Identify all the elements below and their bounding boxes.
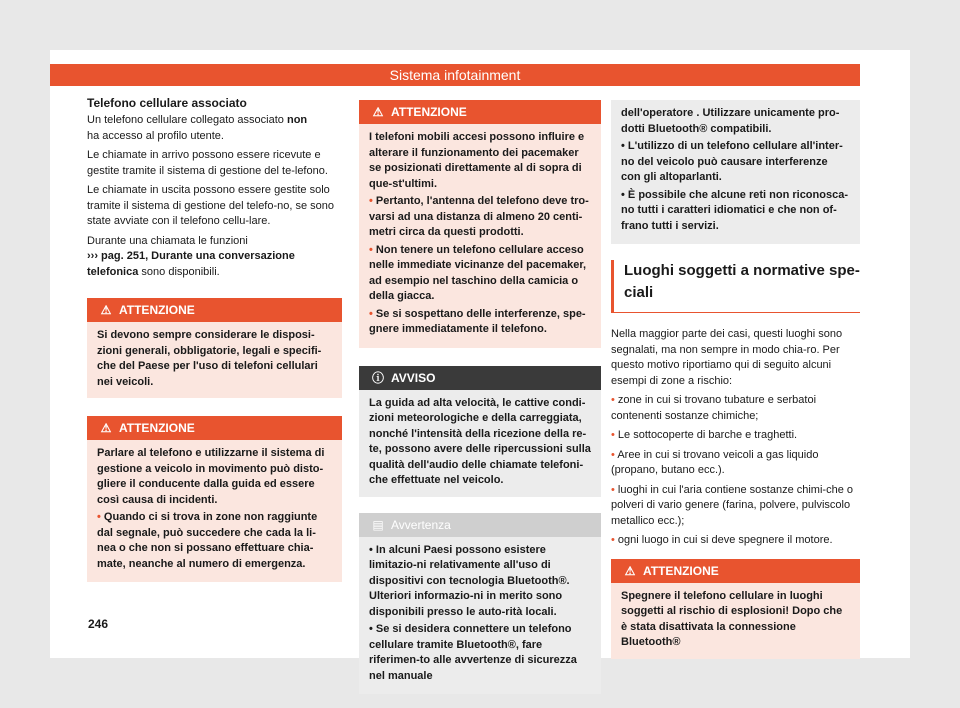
list-item (611, 428, 860, 444)
note-text: dell'operatore . Utilizzare unicamente pro-dotti Bluetooth® compatibili. (621, 107, 840, 135)
list-item (611, 448, 860, 479)
list-item (611, 483, 860, 530)
bullet-icon: • (369, 243, 373, 256)
note-header (359, 513, 601, 537)
column-2 (359, 100, 601, 708)
page-reference-link[interactable]: ››› pag. 251, Durante una conversazione telefonica (87, 250, 295, 278)
paragraph-intro: Nella maggior parte dei casi, questi luoghi sono segnalati, ma non sempre in modo chia-ro. Per questo motivo riportiamo qui di seguito alcuni esempi di zone a rischio: (611, 328, 843, 387)
warning-box (611, 559, 860, 659)
warning-text: Si devono sempre considerare le disposi-zioni generali, obbligatorie, legali e specifi-che del Paese per l'uso di telefoni cellulari nei veicoli. (97, 329, 322, 388)
warning-header (611, 559, 860, 583)
bullet-icon: • (611, 534, 615, 546)
list-item-text: Se si sospettano delle interferenze, spe-gnere immediatamente il telefono. (369, 307, 586, 335)
text-bold: non (286, 114, 308, 126)
warning-icon: ⚠ (372, 105, 384, 119)
paragraph-2: Le chiamate in arrivo possono essere ricevute e gestite tramite il sistema di gestione del te-lefono. (87, 149, 328, 177)
warning-text: I telefoni mobili accesi possono influire e alterare il funzionamento dei pacemaker se posizionati direttamente al di sopra di que-st'ultimi. (369, 131, 585, 190)
notice-title: AVVISO (391, 370, 436, 385)
list-item (611, 533, 860, 549)
warning-box (87, 416, 342, 582)
warning-title: ATTENZIONE (391, 105, 467, 119)
note-icon: ▤ (372, 517, 384, 532)
list-item (369, 243, 591, 305)
bullet-icon: • (611, 483, 615, 496)
warning-icon: ⚠ (624, 563, 636, 578)
list-item: • In alcuni Paesi possono esistere limitazio-ni relativamente all'uso di dispositivi con tecnologia Bluetooth®. Ulteriori informazio-ni in merito sono disponibili presso le auto-rità locali. (369, 543, 570, 618)
list-item (97, 510, 332, 572)
page-number: 246 (88, 617, 109, 631)
list-item-text: È possibile che alcune reti non riconosca-no tutti i caratteri idiomatici e che non of-frano tutti i servizi. (621, 188, 848, 232)
notice-text: La guida ad alta velocità, le cattive condi-zioni meteorologiche e della carreggiata, nonché l'intensità della ricezione della re-te, possono avere delle ripercussioni sulla qualità dell'audio delle chiamate telefoni-che effettuate nel veicolo. (369, 396, 591, 486)
list-item-text: luoghi in cui l'aria contiene sostanze chimi-che o polveri di vario genere (farina, polvere, pulviscolo metallico ecc.); (611, 483, 853, 527)
list-item-text: Se si desidera connettere un telefono cellulare tramite Bluetooth®, fare riferimen-to alle avvertenze di sicurezza nel manuale (369, 623, 577, 682)
list-item: • L'utilizzo di un telefono cellulare all'inter-no del veicolo può causare interferenze con gli altoparlanti. (621, 140, 843, 183)
list-item-text: Pertanto, l'antenna del telefono deve tro-varsi ad una distanza di almeno 20 centi-metri circa da questi prodotti. (369, 195, 589, 238)
note-body (359, 537, 601, 695)
text: Un telefono cellulare collegato associato (87, 114, 287, 126)
column-1 (87, 96, 342, 596)
list-item (369, 194, 591, 241)
notice-box (359, 366, 601, 497)
list-item-text: ogni luogo in cui si deve spegnere il motore. (617, 534, 833, 546)
paragraph-1 (87, 113, 342, 144)
warning-title: ATTENZIONE (119, 421, 195, 435)
list-item: • Se si desidera connettere un telefono cellulare tramite Bluetooth®, fare riferimen-to alle avvertenze di sicurezza nel manuale (369, 623, 577, 682)
warning-body (87, 440, 342, 582)
info-circle-icon: ⓘ (371, 370, 384, 385)
warning-header (87, 298, 342, 322)
page-header: Sistema infotainment (50, 64, 860, 86)
bullet-icon: • (611, 429, 615, 441)
warning-header (87, 416, 342, 440)
list-item: • È possibile che alcune reti non riconosca-no tutti i caratteri idiomatici e che non of-frano tutti i servizi. (621, 188, 848, 232)
bullet-icon: • (369, 195, 373, 207)
warning-icon: ⚠ (100, 303, 112, 317)
list-item-text: L'utilizzo di un telefono cellulare all'inter-no del veicolo può causare interferenze con gli altoparlanti. (621, 140, 843, 183)
bullet-icon: • (611, 448, 615, 461)
column-3 (611, 100, 860, 673)
warning-header (359, 100, 601, 124)
warning-title: ATTENZIONE (643, 563, 719, 578)
text: ha accesso al profilo utente. (87, 129, 224, 142)
warning-text: Parlare al telefono e utilizzarne il sistema di gestione a veicolo in movimento può disto-gliere il conducente dalla guida ed essere così causa di incidenti. (97, 447, 325, 506)
paragraph-4 (87, 234, 342, 281)
note-body (611, 100, 860, 244)
list-item (611, 393, 860, 424)
list-item-text: Aree in cui si trovano veicoli a gas liquido (propano, butano ecc.). (611, 448, 819, 476)
text: Durante una chiamata le funzioni (87, 234, 248, 247)
list-item-text: zone in cui si trovano tubature e serbatoi contenenti sostanze chimiche; (611, 394, 817, 422)
text: sono disponibili. (138, 265, 220, 278)
bullet-icon: • (97, 511, 101, 523)
section-heading: Telefono cellulare associato (87, 96, 247, 110)
warning-title: ATTENZIONE (119, 303, 195, 317)
notice-header (359, 366, 601, 390)
note-box (359, 513, 601, 695)
section-title: Luoghi soggetti a normative spe-ciali (611, 260, 860, 313)
list-item-text: Quando ci si trova in zone non raggiunte dal segnale, può succedere che cada la li-nea o che non si possano effettuare chia-mate, neanche al numero di emergenza. (97, 511, 318, 570)
bullet-icon: • (369, 307, 373, 320)
note-box-continued (611, 100, 860, 244)
list-item-text: In alcuni Paesi possono esistere limitazio-ni relativamente all'uso di dispositivi con tecnologia Bluetooth®. Ulteriori informazio-ni in merito sono disponibili presso le auto-rità locali. (369, 543, 570, 618)
list-item-text: Non tenere un telefono cellulare acceso nelle immediate vicinanze del pacemaker, ad esempio nel taschino della camicia o della giacca. (369, 243, 587, 302)
list-item (369, 307, 591, 338)
warning-icon: ⚠ (100, 421, 112, 435)
warning-box (87, 298, 342, 398)
warning-box (359, 100, 601, 348)
bullet-icon: • (611, 394, 615, 406)
warning-body (359, 124, 601, 348)
warning-text: Spegnere il telefono cellulare in luoghi soggetti al rischio di esplosioni! Dopo che è stata disattivata la connessione Bluetooth® (621, 589, 843, 648)
note-title: Avvertenza (391, 517, 451, 532)
list-item-text: Le sottocoperte di barche e traghetti. (617, 429, 798, 441)
paragraph-3: Le chiamate in uscita possono essere gestite solo tramite il sistema di gestione del telefo-no, se sono state avviate con il telefono cellu-lare. (87, 184, 335, 227)
